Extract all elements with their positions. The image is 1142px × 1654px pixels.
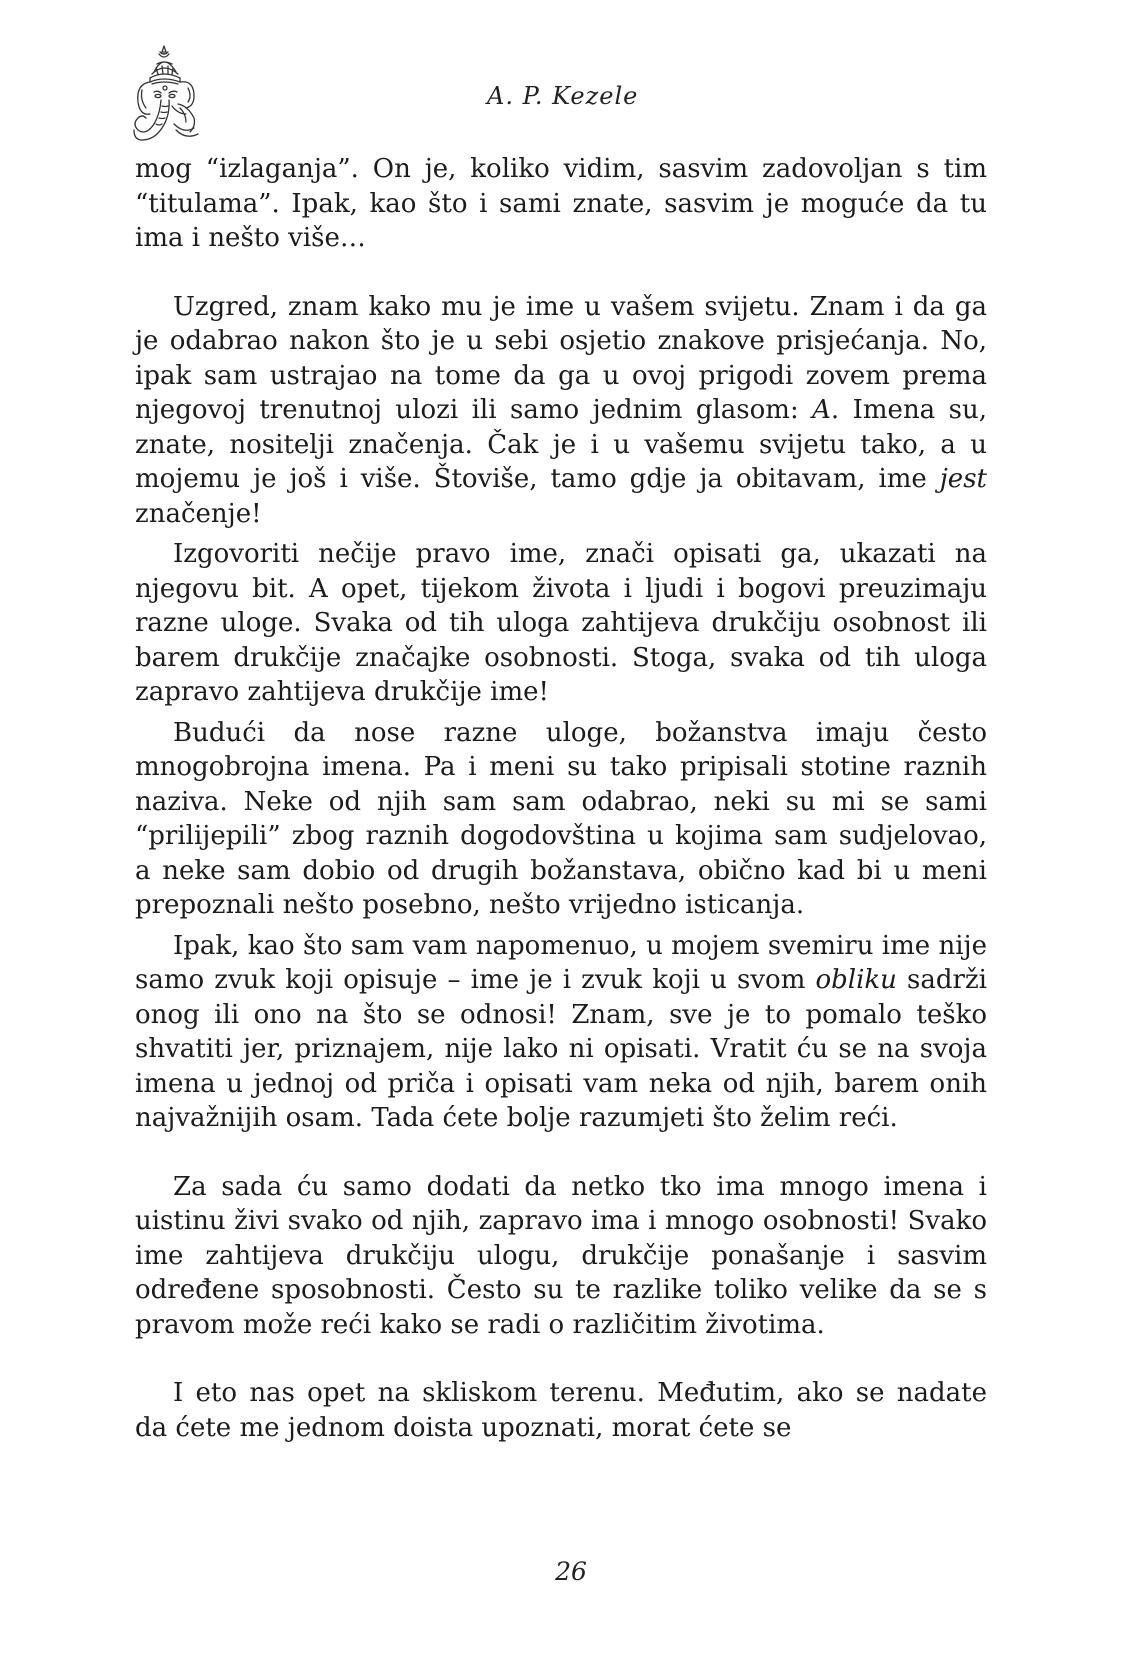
text-run: sadrži onog ili ono na što se odnosi! Znam, sve je to pomalo teško shvatiti jer, priznajem, nije lako ni opisati. Vratit ću se na svoja imena u jednoj od priča i opisati vam neka od njih, barem onih najvažnijih osam. Tada ćete bolje razumjeti što želim reći. (135, 965, 987, 1133)
italic-run: jest (939, 464, 987, 494)
paragraph (135, 929, 987, 1136)
italic-run: A (812, 395, 831, 425)
text-run: Uzgred, znam kako mu je ime u vašem svijetu. Znam i da ga je odabrao nakon što je u sebi osjetio znakove prisjećanja. No, ipak sam ustrajao na tome da ga u ovoj prigodi zovem prema njegovoj trenutnoj ulozi ili samo jednim glasom: (135, 291, 987, 425)
body-text (135, 152, 987, 1445)
ganesha-head-icon (132, 44, 208, 148)
text-run: . Imena su, znate, nositelji značenja. Čak je i u vašemu svijetu tako, a u mojemu je još i više. Štoviše, tamo gdje ja obitavam, ime (135, 395, 987, 494)
italic-run: obliku (815, 965, 897, 995)
text-run: značenje! (135, 498, 262, 529)
page-number: 26 (555, 1557, 587, 1586)
paragraph: Za sada ću samo dodati da netko tko ima mnogo imena i uistinu živi svako od njih, zapravo ima i mnogo osobnosti! Svako ime zahtijeva drukčiju ulogu, drukčije ponašanje i sasvim određene sposobnosti. Često su te razlike toliko velike da se s pravom može reći kako se radi o različitim životima. (135, 1171, 987, 1340)
paragraph: I eto nas opet na skliskom terenu. Međutim, ako se nadate da ćete me jednom doista upoznati, morat ćete se (135, 1378, 987, 1443)
text-run: Ipak, kao što sam vam napomenuo, u mojem svemiru ime nije samo zvuk koji opisuje – ime je i zvuk koji u svom (135, 930, 987, 995)
paragraph: Budući da nose razne uloge, božanstva imaju često mnogobrojna imena. Pa i meni su tako pripisali stotine raznih naziva. Neke od njih sam sam odabrao, neki su mi se sami “prilijepili” zbog raznih dogodovština u kojima sam sudjelovao, a neke sam dobio od drugih božanstava, obično kad bi u meni prepoznali nešto posebno, nešto vrijedno isticanja. (135, 717, 987, 920)
paragraph (135, 290, 987, 532)
running-header-author: A. P. Kezele (487, 82, 639, 110)
paragraph: mog “izlaganja”. On je, koliko vidim, sasvim zadovoljan s tim “titulama”. Ipak, kao što i sami znate, sasvim je moguće da tu ima i nešto više… (135, 154, 987, 253)
paragraph: Izgovoriti nečije pravo ime, znači opisati ga, ukazati na njegovu bit. A opet, tijekom života i ljudi i bogovi preuzimaju razne uloge. Svaka od tih uloga zahtijeva drukčiju osobnost ili barem drukčije značajke osobnosti. Stoga, svaka od tih uloga zapravo zahtijeva drukčije ime! (135, 539, 987, 707)
